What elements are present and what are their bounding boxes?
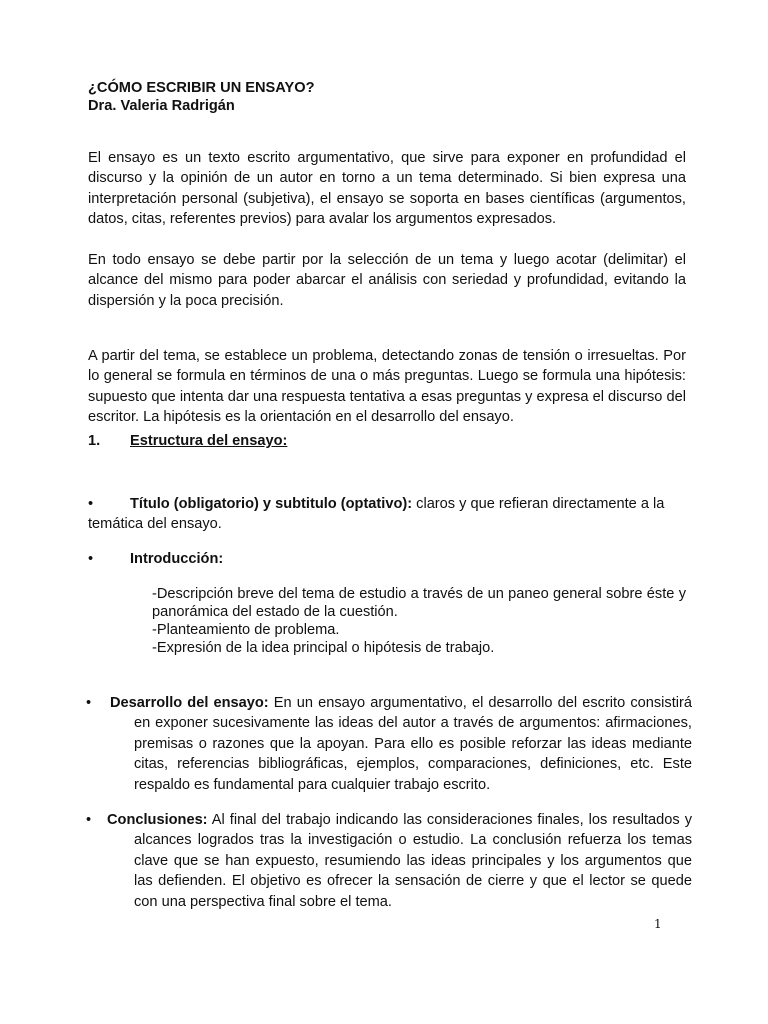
document-title: ¿CÓMO ESCRIBIR UN ENSAYO? [88,80,315,96]
bullet: • [86,812,92,828]
titulo-label: Título (obligatorio) y subtitulo (optativo): [130,496,413,512]
author-name: Dra. Valeria Radrigán [88,98,235,114]
section-number: 1. [88,433,101,449]
list-item-introduccion [88,549,223,569]
introduccion-subitem-1: -Descripción breve del tema de estudio a través de un paneo general sobre éste y panorámica del estado de la cuestión. [152,586,686,620]
conclusiones-text: Al final del trabajo indicando las consideraciones finales, los resultados y alcances logrados tras la investigación o estudio. La conclusión refuerza los temas clave que se han expuesto, resumiendo las ideas principales y los argumentos que las defienden. El objetivo es ofrecer la sensación de cierre y que el lector se quede con una perspectiva final sobre el tema. [134,812,692,910]
intro-paragraph-2: En todo ensayo se debe partir por la selección de un tema y luego acotar (delimitar) el alcance del mismo para poder abarcar el análisis con seriedad y profundidad, evitando la dispersión y la poca precisión. [88,252,686,309]
list-item-conclusiones [107,810,692,912]
bullet: • [88,496,94,512]
introduccion-subitem-2: -Planteamiento de problema. [152,622,340,638]
list-item-titulo [88,494,688,535]
bullet: • [86,695,92,711]
section-heading [88,431,288,451]
introduccion-label: Introducción: [130,551,224,567]
page-number: 1 [654,917,662,931]
list-item-desarrollo [110,693,692,795]
intro-paragraph-1: El ensayo es un texto escrito argumentativo, que sirve para exponer en profundidad el discurso y la opinión de un autor en torno a un tema determinado. Si bien expresa una interpretación personal (subjetiva), el ensayo se soporta en bases científicas (argumentos, datos, citas, referentes previos) para avalar los argumentos expresados. [88,150,686,228]
introduccion-subitem-3: -Expresión de la idea principal o hipótesis de trabajo. [152,640,495,656]
bullet: • [88,551,94,567]
desarrollo-text: En un ensayo argumentativo, el desarrollo del escrito consistirá en exponer sucesivamente las ideas del autor a través de argumentos: afirmaciones, premisas o razones que la apoyan. Para ello es posible reforzar las ideas mediante citas, referencias bibliográficas, ejemplos, comparaciones, definiciones, etc. Este respaldo es fundamental para cualquier trabajo escrito. [134,695,692,793]
conclusiones-label: Conclusiones: [107,812,208,828]
intro-paragraph-3: A partir del tema, se establece un problema, detectando zonas de tensión o irresueltas. Por lo general se formula en términos de una o más preguntas. Luego se formula una hipótesis: supuesto que intenta dar una respuesta tentativa a esas preguntas y expresa el discurso del escritor. La hipótesis es la orientación en el desarrollo del ensayo. [88,348,686,426]
desarrollo-label: Desarrollo del ensayo: [110,695,269,711]
section-title: Estructura del ensayo: [130,433,288,449]
titulo-text: claros y que refieran directamente a la temática del ensayo. [88,496,665,533]
